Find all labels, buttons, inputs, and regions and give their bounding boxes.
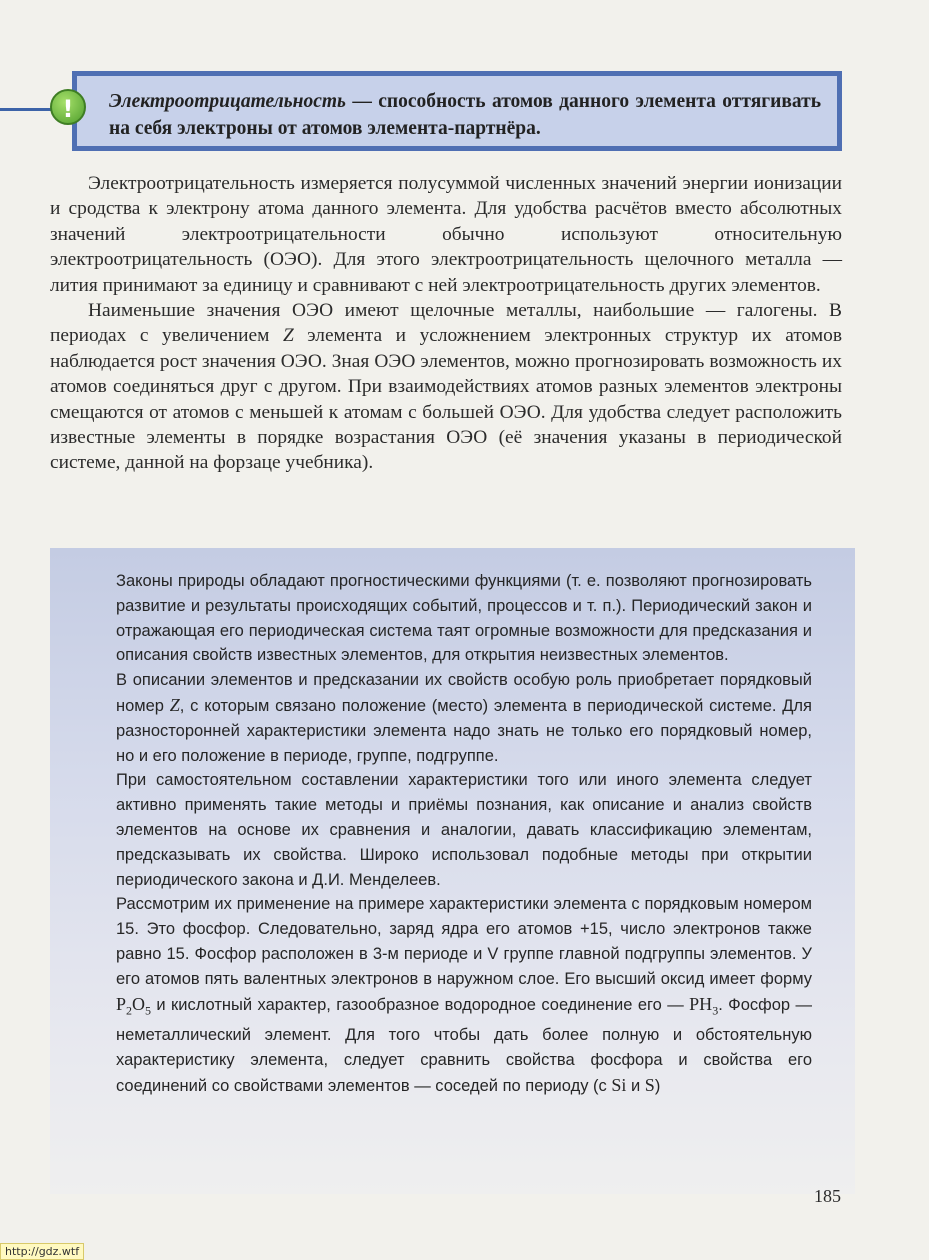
exclamation-icon: !	[50, 89, 86, 125]
oxide-o-subscript: 5	[145, 1003, 152, 1018]
info-paragraph-2	[116, 668, 812, 768]
oxide-formula	[116, 993, 152, 1018]
definition-dash: —	[345, 91, 379, 112]
closing-paren: )	[654, 1076, 661, 1095]
watermark-link[interactable]: http://gdz.wtf	[0, 1243, 84, 1260]
main-paragraph-2-part-a: Наименьшие значения ОЭО имеют щелочные металлы, наибольшие — галогены. В периодах с увеличением	[50, 300, 842, 347]
definition-term: Электроотрицательность	[109, 91, 346, 112]
info-paragraph-4-part-b: и кислотный характер, газообразное водородное соединение его —	[151, 995, 690, 1014]
main-paragraph-1: Электроотрицательность измеряется полусуммой численных значений энергии ионизации и сродства к электрону атома данного элемента. Для удобства расчётов вместо абсолютных значений электроотрицательности обычно используют относительную электроотрицательность (ОЭО). Для этого электроотрицательность щелочного металла — лития принимают за единицу и сравнивают с ней электроотрицательность других элементов.	[50, 173, 842, 296]
main-text	[50, 171, 842, 476]
page-number: 185	[814, 1186, 841, 1206]
sulfur-symbol: S	[644, 1074, 655, 1095]
definition-text: способность атомов данного элемента оттягивать на себя электроны от атомов элемента-партнёра.	[109, 91, 822, 139]
info-text	[116, 569, 812, 1098]
oxide-o: O	[132, 993, 146, 1014]
z-symbol: Z	[169, 694, 180, 715]
hydride-ph: PH	[689, 993, 713, 1014]
and-word: и	[626, 1076, 645, 1095]
oxide-p-subscript: 2	[126, 1003, 133, 1018]
info-paragraph-1: Законы природы обладают прогностическими функциями (т. е. позволяют прогнозировать развитие и результаты происходящих событий, процессов и т. п.). Периодический закон и отражающая его периодическая система таят огромные возможности для предсказания и описания свойств известных элементов, для открытия неизвестных элементов.	[116, 572, 812, 665]
definition-box	[72, 71, 842, 151]
info-paragraph-4-part-a: Рассмотрим их применение на примере характеристики элемента с порядковым номером 15. Это фосфор. Следовательно, заряд ядра его атомов +15, число электронов также равно 15. Фосфор расположен в 3-м периоде и V группе главной подгруппы элементов. У его атомов пять валентных электронов в наружном слое. Его высший оксид имеет форму	[116, 895, 812, 988]
info-paragraph-4-part-c: . Фосфор — неметаллический элемент. Для того чтобы дать более полную и обстоятельную характеристику элемента, следует сравнить свойства фосфора и свойства его соединений со свойствами элементов — соседей по периоду (с	[116, 995, 812, 1095]
silicon-symbol: Si	[611, 1074, 627, 1095]
main-paragraph-2-part-b: элемента и усложнением электронных структур их атомов наблюдается рост значения ОЭО. Зная ОЭО элементов, можно прогнозировать возможность их атомов соединяться друг с другом. При взаимодействиях атомов разных элементов электроны смещаются от атомов с меньшей к атомам с большей ОЭО. Для удобства следует расположить известные элементы в порядке возрастания ОЭО (её значения указаны в периодической системе, данной на форзаце учебника).	[50, 325, 842, 474]
main-paragraph-2	[50, 298, 842, 476]
info-paragraph-2-part-a: В описании элементов и предсказании их свойств особую роль приобретает порядковый номер	[116, 671, 812, 715]
oxide-p: P	[116, 993, 127, 1014]
info-paragraph-4	[116, 892, 812, 1098]
info-paragraph-3: При самостоятельном составлении характеристики того или иного элемента следует активно применять такие методы и приёмы познания, как описание и анализ свойств элементов на основе их сравнения и аналогии, давать классификацию элементам, предсказывать их свойства. Широко использовал подобные методы при открытии периодического закона и Д.И. Менделеев.	[116, 771, 812, 889]
hydride-subscript: 3	[712, 1003, 719, 1018]
info-paragraph-2-part-b: , с которым связано положение (место) элемента в периодической системе. Для разносторонней характеристики элемента надо знать не только его порядковый номер, но и его положение в периоде, группе, подгруппе.	[116, 696, 812, 765]
hydride-formula	[689, 993, 719, 1018]
z-symbol: Z	[282, 325, 294, 347]
